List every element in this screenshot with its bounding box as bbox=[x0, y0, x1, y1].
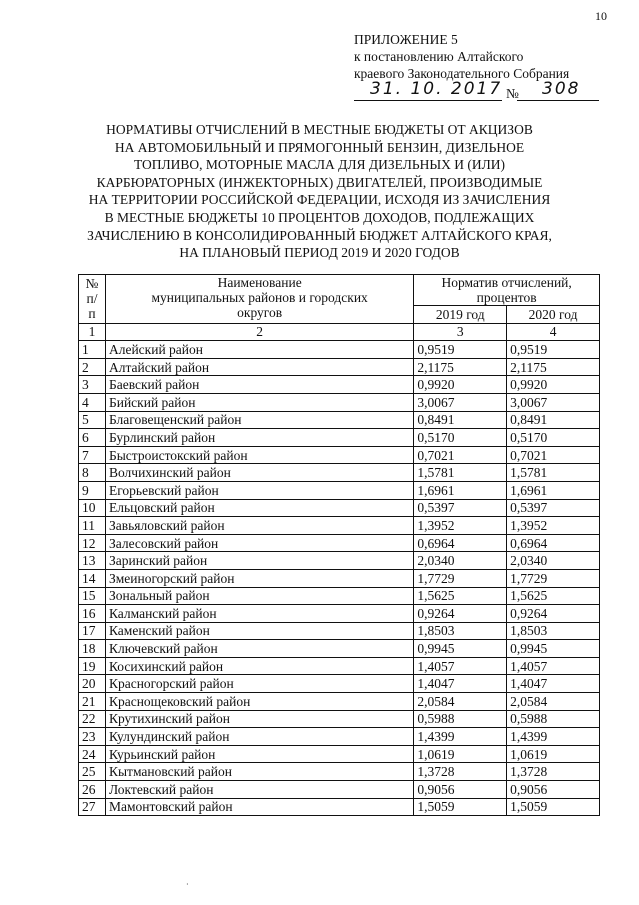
row-number: 13 bbox=[79, 552, 106, 570]
header-norm-line: Норматив отчислений, bbox=[441, 275, 572, 290]
municipality-name: Залесовский район bbox=[105, 534, 413, 552]
norm-2019: 1,3728 bbox=[414, 763, 507, 781]
header-number bbox=[79, 275, 106, 324]
column-index: 3 bbox=[414, 323, 507, 341]
number-underline bbox=[517, 100, 599, 101]
annex-block bbox=[354, 31, 600, 103]
row-number: 7 bbox=[79, 446, 106, 464]
municipality-name: Алейский район bbox=[105, 341, 413, 359]
annex-line-assembly: краевого Законодательного Собрания bbox=[354, 66, 570, 81]
norm-2019: 1,8503 bbox=[414, 622, 507, 640]
header-name-line: Наименование bbox=[217, 275, 302, 290]
table-row bbox=[79, 728, 600, 746]
table-row bbox=[79, 745, 600, 763]
municipality-name: Крутихинский район bbox=[105, 710, 413, 728]
table-row bbox=[79, 517, 600, 535]
document-title bbox=[40, 121, 599, 262]
table-row bbox=[79, 341, 600, 359]
municipality-name: Мамонтовский район bbox=[105, 798, 413, 816]
norm-2019: 0,5988 bbox=[414, 710, 507, 728]
norm-2019: 1,4047 bbox=[414, 675, 507, 693]
norm-2019: 0,6964 bbox=[414, 534, 507, 552]
norm-2019: 2,0584 bbox=[414, 693, 507, 711]
table-row bbox=[79, 499, 600, 517]
title-line: НА ПЛАНОВЫЙ ПЕРИОД 2019 И 2020 ГОДОВ bbox=[179, 245, 460, 261]
table-row bbox=[79, 622, 600, 640]
header-norm-line: процентов bbox=[476, 290, 537, 305]
norm-2019: 1,4057 bbox=[414, 657, 507, 675]
norm-2019: 1,3952 bbox=[414, 517, 507, 535]
municipality-name: Заринский район bbox=[105, 552, 413, 570]
norm-2019: 0,8491 bbox=[414, 411, 507, 429]
row-number: 5 bbox=[79, 411, 106, 429]
row-number: 25 bbox=[79, 763, 106, 781]
norm-2020: 1,3952 bbox=[507, 517, 600, 535]
norm-2019: 1,7729 bbox=[414, 569, 507, 587]
row-number: 15 bbox=[79, 587, 106, 605]
municipality-name: Красногорский район bbox=[105, 675, 413, 693]
column-index: 1 bbox=[79, 323, 106, 341]
norm-2019: 0,5170 bbox=[414, 429, 507, 447]
header-number-line: п/ bbox=[86, 291, 98, 307]
row-number: 11 bbox=[79, 517, 106, 535]
row-number: 10 bbox=[79, 499, 106, 517]
table-row bbox=[79, 534, 600, 552]
title-line: НА АВТОМОБИЛЬНЫЙ И ПРЯМОГОННЫЙ БЕНЗИН, ДИЗЕЛЬНОЕ bbox=[114, 139, 525, 155]
table-row bbox=[79, 411, 600, 429]
norm-2019: 0,9920 bbox=[414, 376, 507, 394]
norm-2020: 0,7021 bbox=[507, 446, 600, 464]
municipality-name: Локтевский район bbox=[105, 781, 413, 799]
norm-2019: 0,9264 bbox=[414, 605, 507, 623]
table-row bbox=[79, 446, 600, 464]
row-number: 22 bbox=[79, 710, 106, 728]
number-sign: № bbox=[506, 86, 519, 101]
row-number: 14 bbox=[79, 569, 106, 587]
norm-2019: 0,9056 bbox=[414, 781, 507, 799]
table-row bbox=[79, 675, 600, 693]
table-row bbox=[79, 358, 600, 376]
norm-2019: 1,5781 bbox=[414, 464, 507, 482]
norm-2020: 1,7729 bbox=[507, 569, 600, 587]
municipality-name: Бийский район bbox=[105, 393, 413, 411]
table-row bbox=[79, 481, 600, 499]
table-row bbox=[79, 798, 600, 816]
column-index-row bbox=[79, 323, 600, 341]
row-number: 16 bbox=[79, 605, 106, 623]
row-number: 21 bbox=[79, 693, 106, 711]
table-row bbox=[79, 552, 600, 570]
table-row bbox=[79, 657, 600, 675]
row-number: 6 bbox=[79, 429, 106, 447]
norm-2020: 1,6961 bbox=[507, 481, 600, 499]
norm-2020: 1,4047 bbox=[507, 675, 600, 693]
table-row bbox=[79, 605, 600, 623]
municipality-name: Каменский район bbox=[105, 622, 413, 640]
norm-2019: 1,5625 bbox=[414, 587, 507, 605]
table-row bbox=[79, 693, 600, 711]
row-number: 20 bbox=[79, 675, 106, 693]
norm-2020: 1,4399 bbox=[507, 728, 600, 746]
norm-2019: 0,7021 bbox=[414, 446, 507, 464]
norm-2020: 0,9519 bbox=[507, 341, 600, 359]
date-number-line bbox=[354, 79, 600, 103]
header-name-line: муниципальных районов и городских bbox=[151, 290, 368, 305]
table-row bbox=[79, 464, 600, 482]
row-number: 8 bbox=[79, 464, 106, 482]
table-row bbox=[79, 429, 600, 447]
norms-table bbox=[78, 274, 600, 816]
municipality-name: Кулундинский район bbox=[105, 728, 413, 746]
title-line: НА ТЕРРИТОРИИ РОССИЙСКОЙ ФЕДЕРАЦИИ, ИСХОДЯ ИЗ ЗАЧИСЛЕНИЯ bbox=[88, 192, 551, 208]
municipality-name: Егорьевский район bbox=[105, 481, 413, 499]
row-number: 9 bbox=[79, 481, 106, 499]
norm-2019: 0,9519 bbox=[414, 341, 507, 359]
municipality-name: Косихинский район bbox=[105, 657, 413, 675]
row-number: 23 bbox=[79, 728, 106, 746]
column-index: 4 bbox=[507, 323, 600, 341]
municipality-name: Зональный район bbox=[105, 587, 413, 605]
table-row bbox=[79, 587, 600, 605]
table-row bbox=[79, 640, 600, 658]
norm-2019: 2,0340 bbox=[414, 552, 507, 570]
header-norm bbox=[414, 275, 600, 306]
row-number: 1 bbox=[79, 341, 106, 359]
norm-2020: 0,8491 bbox=[507, 411, 600, 429]
header-year-2020: 2020 год bbox=[507, 306, 600, 324]
row-number: 17 bbox=[79, 622, 106, 640]
norm-2020: 0,6964 bbox=[507, 534, 600, 552]
table-row bbox=[79, 376, 600, 394]
municipality-name: Калманский район bbox=[105, 605, 413, 623]
norm-2019: 1,6961 bbox=[414, 481, 507, 499]
handwritten-date: 31. 10. 2017 bbox=[370, 79, 503, 99]
norm-2020: 1,0619 bbox=[507, 745, 600, 763]
municipality-name: Завьяловский район bbox=[105, 517, 413, 535]
title-line: КАРБЮРАТОРНЫХ (ИНЖЕКТОРНЫХ) ДВИГАТЕЛЕЙ, ПРОИЗВОДИМЫЕ bbox=[96, 174, 543, 190]
norm-2020: 2,1175 bbox=[507, 358, 600, 376]
norm-2020: 1,4057 bbox=[507, 657, 600, 675]
page-number: 10 bbox=[595, 9, 607, 23]
title-line: ЗАЧИСЛЕНИЮ В КОНСОЛИДИРОВАННЫЙ БЮДЖЕТ АЛТАЙСКОГО КРАЯ, bbox=[87, 227, 552, 243]
municipality-name: Ельцовский район bbox=[105, 499, 413, 517]
norm-2020: 0,9920 bbox=[507, 376, 600, 394]
norm-2020: 2,0584 bbox=[507, 693, 600, 711]
norm-2020: 0,9264 bbox=[507, 605, 600, 623]
row-number: 4 bbox=[79, 393, 106, 411]
date-underline bbox=[354, 100, 502, 101]
municipality-name: Краснощековский район bbox=[105, 693, 413, 711]
table-row bbox=[79, 781, 600, 799]
norm-2019: 1,4399 bbox=[414, 728, 507, 746]
title-line: ТОПЛИВО, МОТОРНЫЕ МАСЛА ДЛЯ ДИЗЕЛЬНЫХ И (ИЛИ) bbox=[133, 157, 506, 173]
municipality-name: Змеиногорский район bbox=[105, 569, 413, 587]
norm-2019: 1,0619 bbox=[414, 745, 507, 763]
municipality-name: Благовещенский район bbox=[105, 411, 413, 429]
norm-2020: 2,0340 bbox=[507, 552, 600, 570]
norm-2020: 3,0067 bbox=[507, 393, 600, 411]
header-number-line: № bbox=[85, 276, 99, 292]
norm-2020: 1,3728 bbox=[507, 763, 600, 781]
municipality-name: Баевский район bbox=[105, 376, 413, 394]
norm-2019: 1,5059 bbox=[414, 798, 507, 816]
norm-2020: 0,5397 bbox=[507, 499, 600, 517]
row-number: 2 bbox=[79, 358, 106, 376]
norm-2020: 0,5988 bbox=[507, 710, 600, 728]
row-number: 18 bbox=[79, 640, 106, 658]
row-number: 24 bbox=[79, 745, 106, 763]
municipality-name: Волчихинский район bbox=[105, 464, 413, 482]
municipality-name: Алтайский район bbox=[105, 358, 413, 376]
header-name-line: округов bbox=[237, 305, 283, 320]
table-row bbox=[79, 710, 600, 728]
row-number: 19 bbox=[79, 657, 106, 675]
scan-dot: · bbox=[186, 880, 189, 889]
header-year-2019: 2019 год bbox=[414, 306, 507, 324]
norm-2020: 1,5059 bbox=[507, 798, 600, 816]
norm-2020: 0,9056 bbox=[507, 781, 600, 799]
municipality-name: Ключевский район bbox=[105, 640, 413, 658]
row-number: 27 bbox=[79, 798, 106, 816]
table-row bbox=[79, 763, 600, 781]
title-line: В МЕСТНЫЕ БЮДЖЕТЫ 10 ПРОЦЕНТОВ ДОХОДОВ, ПОДЛЕЖАЩИХ bbox=[104, 209, 535, 225]
municipality-name: Бурлинский район bbox=[105, 429, 413, 447]
table-row bbox=[79, 393, 600, 411]
municipality-name: Курьинский район bbox=[105, 745, 413, 763]
annex-line-resolution: к постановлению Алтайского bbox=[354, 49, 524, 64]
row-number: 3 bbox=[79, 376, 106, 394]
row-number: 12 bbox=[79, 534, 106, 552]
header-municipality bbox=[105, 275, 413, 324]
handwritten-number: 308 bbox=[542, 79, 581, 99]
row-number: 26 bbox=[79, 781, 106, 799]
norm-2020: 0,5170 bbox=[507, 429, 600, 447]
norm-2019: 0,5397 bbox=[414, 499, 507, 517]
norm-2020: 0,9945 bbox=[507, 640, 600, 658]
municipality-name: Быстроистокский район bbox=[105, 446, 413, 464]
annex-title: ПРИЛОЖЕНИЕ 5 bbox=[354, 32, 458, 47]
header-number-line: п bbox=[88, 306, 96, 322]
title-line: НОРМАТИВЫ ОТЧИСЛЕНИЙ В МЕСТНЫЕ БЮДЖЕТЫ ОТ АКЦИЗОВ bbox=[106, 122, 533, 137]
norm-2019: 2,1175 bbox=[414, 358, 507, 376]
municipality-name: Кытмановский район bbox=[105, 763, 413, 781]
norm-2020: 1,5625 bbox=[507, 587, 600, 605]
table-header-row bbox=[79, 275, 600, 306]
norm-2019: 0,9945 bbox=[414, 640, 507, 658]
norm-2020: 1,5781 bbox=[507, 464, 600, 482]
column-index: 2 bbox=[105, 323, 413, 341]
norm-2020: 1,8503 bbox=[507, 622, 600, 640]
table-row bbox=[79, 569, 600, 587]
norm-2019: 3,0067 bbox=[414, 393, 507, 411]
